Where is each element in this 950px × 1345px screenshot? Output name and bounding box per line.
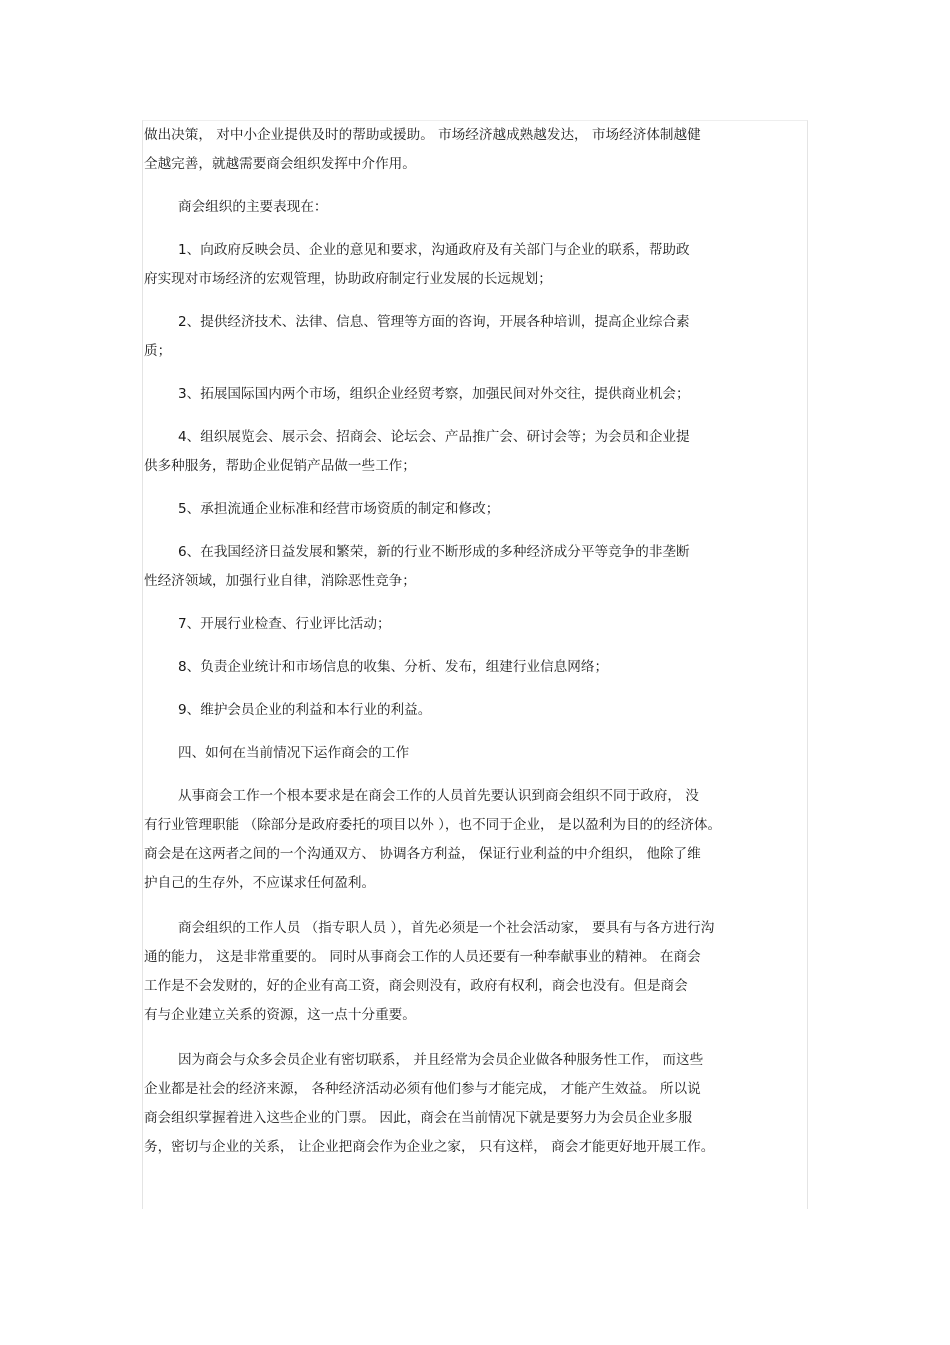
paragraph-line: 因为商会与众多会员企业有密切联系， 并且经常为会员企业做各种服务性工作， 而这些 xyxy=(178,1052,704,1068)
paragraph-line: 工作是不会发财的，好的企业有高工资，商会则没有，政府有权利，商会也没有。但是商会 xyxy=(144,978,688,994)
list-item-2-cont: 质； xyxy=(144,343,172,359)
list-item-3: 3、拓展国际国内两个市场，组织企业经贸考察，加强民间对外交往，提供商业机会； xyxy=(178,386,690,402)
list-item-1: 1、向政府反映会员、企业的意见和要求，沟通政府及有关部门与企业的联系，帮助政 xyxy=(178,242,690,258)
list-item-9: 9、维护会员企业的利益和本行业的利益。 xyxy=(178,702,432,718)
paragraph-line: 护自己的生存外，不应谋求任何盈利。 xyxy=(144,875,376,891)
list-item-6-cont: 性经济领域，加强行业自律，消除恶性竞争； xyxy=(144,573,416,589)
document-body xyxy=(144,121,804,1162)
paragraph-line: 商会组织的工作人员 （指专职人员 ），首先必须是一个社会活动家， 要具有与各方进行沟 xyxy=(178,920,715,936)
list-item-1-cont: 府实现对市场经济的宏观管理，协助政府制定行业发展的长远规划； xyxy=(144,271,552,287)
paragraph-line: 务，密切与企业的关系， 让企业把商会作为企业之家， 只有这样， 商会才能更好地开展工作。 xyxy=(144,1139,715,1155)
list-item-6: 6、在我国经济日益发展和繁荣，新的行业不断形成的多种经济成分平等竞争的非垄断 xyxy=(178,544,690,560)
list-item-4: 4、组织展览会、展示会、招商会、论坛会、产品推广会、研讨会等；为会员和企业提 xyxy=(178,429,690,445)
paragraph-line: 通的能力， 这是非常重要的。 同时从事商会工作的人员还要有一种奉献事业的精神。 在商会 xyxy=(144,949,701,965)
paragraph-line: 企业都是社会的经济来源， 各种经济活动必须有他们参与才能完成， 才能产生效益。 所以说 xyxy=(144,1081,701,1097)
list-item-2: 2、提供经济技术、法律、信息、管理等方面的咨询，开展各种培训，提高企业综合素 xyxy=(178,314,690,330)
paragraph-line: 商会是在这两者之间的一个沟通双方、 协调各方利益， 保证行业利益的中介组织， 他除了维 xyxy=(144,846,701,862)
paragraph-line: 有与企业建立关系的资源，这一点十分重要。 xyxy=(144,1007,416,1023)
paragraph-line: 从事商会工作一个根本要求是在商会工作的人员首先要认识到商会组织不同于政府， 没 xyxy=(178,788,699,804)
list-item-8: 8、负责企业统计和市场信息的收集、分析、发布，组建行业信息网络； xyxy=(178,659,609,675)
paragraph-line: 做出决策， 对中小企业提供及时的帮助或援助。 市场经济越成熟越发达， 市场经济体制越健 xyxy=(144,127,701,143)
list-item-5: 5、承担流通企业标准和经营市场资质的制定和修改； xyxy=(178,501,500,517)
paragraph-line: 全越完善，就越需要商会组织发挥中介作用。 xyxy=(144,156,416,172)
list-item-4-cont: 供多种服务，帮助企业促销产品做一些工作； xyxy=(144,458,416,474)
section-heading: 四、如何在当前情况下运作商会的工作 xyxy=(178,745,410,761)
list-item-7: 7、开展行业检查、行业评比活动； xyxy=(178,616,391,632)
paragraph-line: 商会组织掌握着进入这些企业的门票。 因此，商会在当前情况下就是要努力为会员企业多服 xyxy=(144,1110,693,1126)
paragraph-line: 有行业管理职能 （除部分是政府委托的项目以外 ），也不同于企业， 是以盈利为目的的经济体。 xyxy=(144,817,722,833)
section-intro: 商会组织的主要表现在： xyxy=(178,199,328,215)
